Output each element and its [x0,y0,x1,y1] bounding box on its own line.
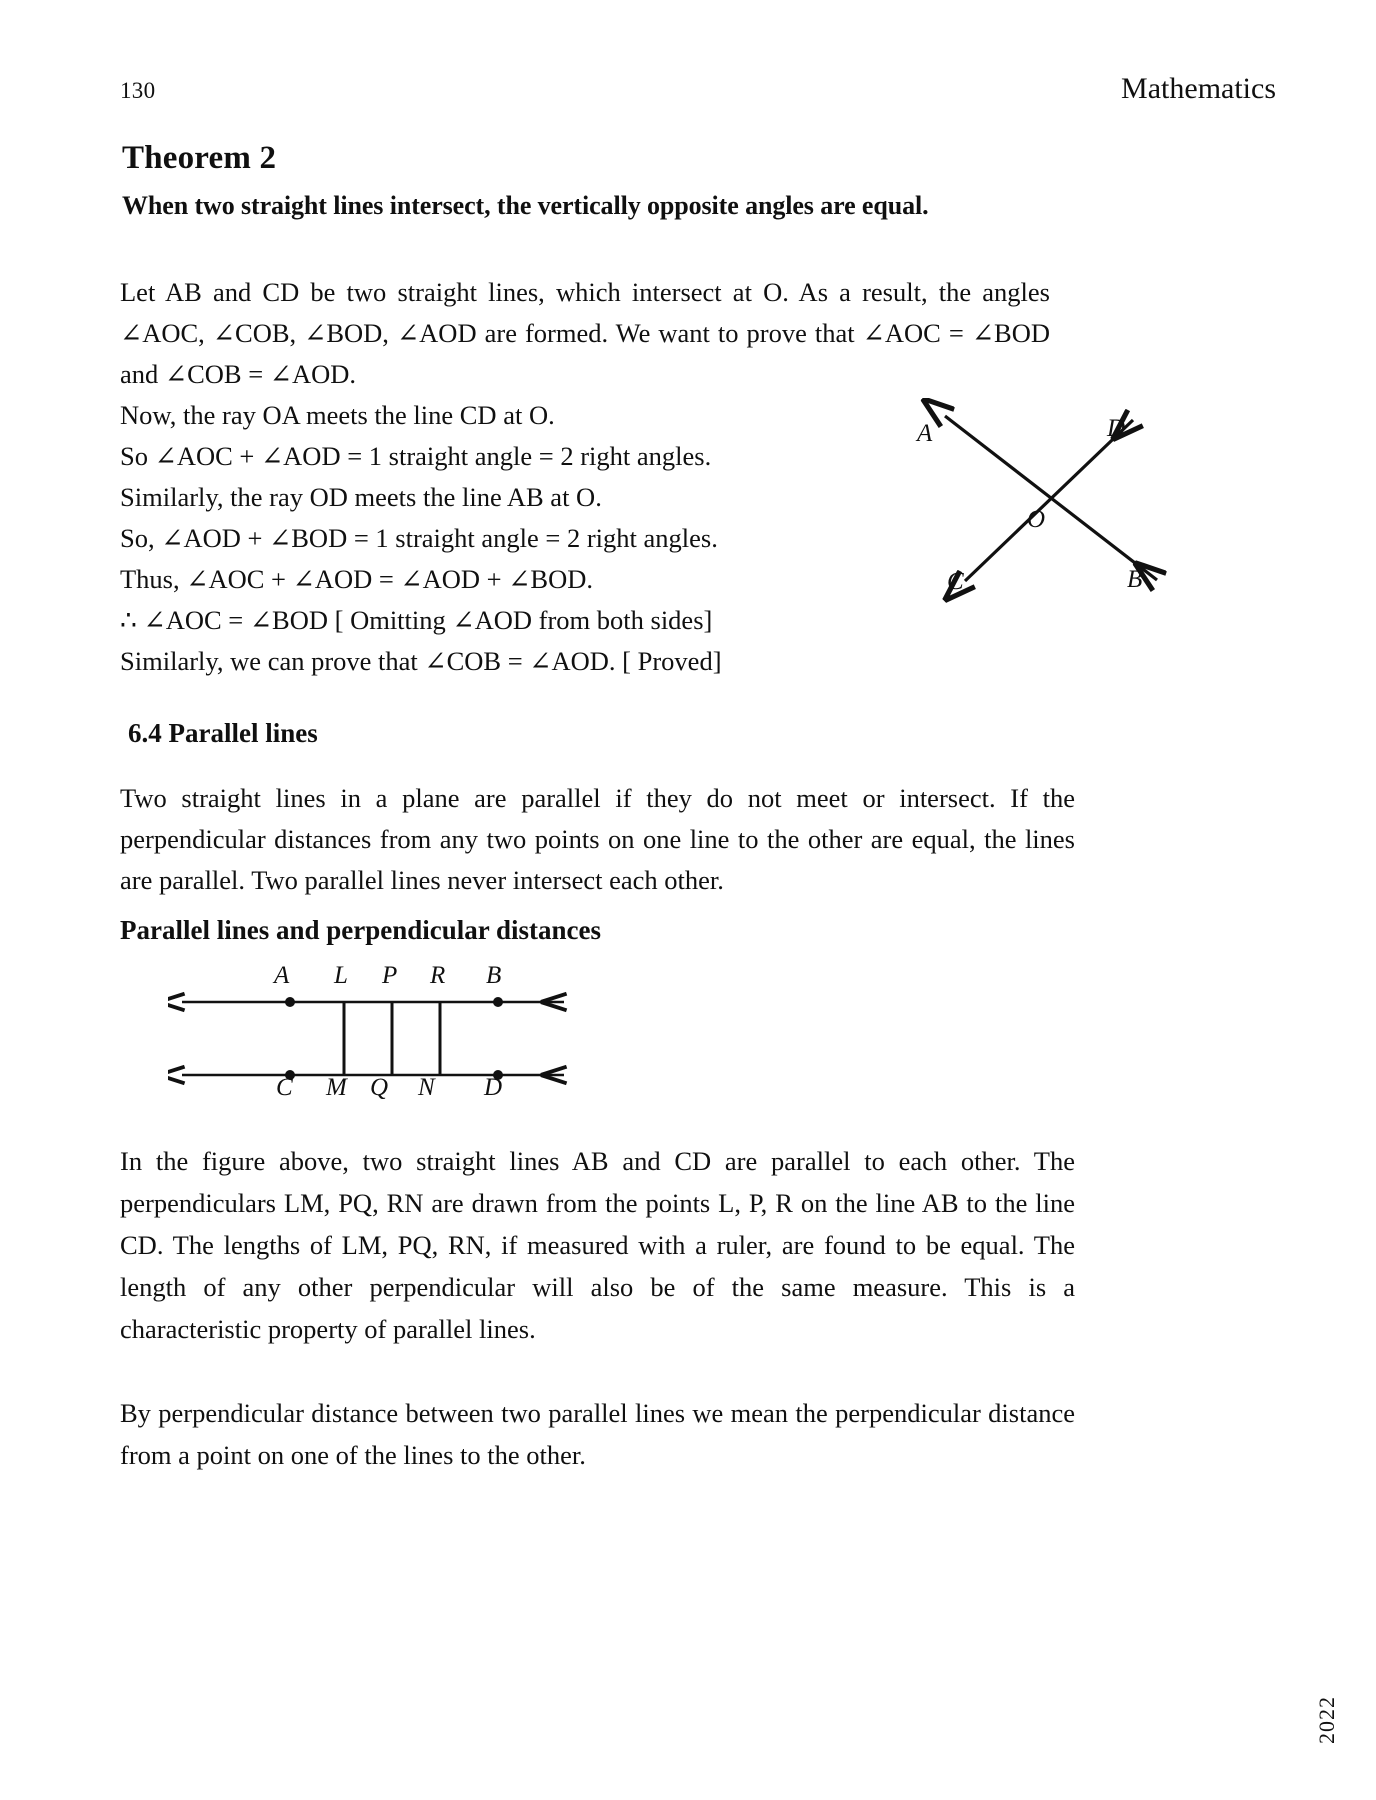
proof-line-5: So, ∠AOD + ∠BOD = 1 straight angle = 2 right angles. [120,523,718,553]
subject-title: Mathematics [1121,72,1276,105]
proof-line-8: Similarly, we can prove that ∠COB = ∠AOD. [ Proved] [120,646,722,676]
parallel-label-b: B [486,962,502,989]
figure-label-a: A [917,420,933,447]
theorem-statement: When two straight lines intersect, the vertically opposite angles are equal. [122,191,929,220]
section-heading-6-4: 6.4 Parallel lines [128,718,318,748]
parallel-label-m: M [326,1074,347,1101]
theorem-heading: Theorem 2 [122,140,277,176]
figure-label-b: B [1127,566,1143,593]
parallel-label-q: Q [370,1074,389,1101]
parallel-label-d: D [484,1074,503,1101]
sub-heading-parallel-perpendicular: Parallel lines and perpendicular distances [120,915,602,945]
intersecting-lines-figure [905,398,1205,613]
parallel-label-p: P [382,962,398,989]
parallel-label-l: L [334,962,348,989]
page-header [120,72,1276,106]
parallel-lines-figure [168,962,588,1107]
parallel-label-a: A [274,962,290,989]
year-watermark: 2022 [1314,1696,1339,1744]
proof-line-1: Let AB and CD be two straight lines, which intersect at O. As a result, the angles ∠AOC, ∠COB, ∠BOD, ∠AOD are formed. We want to prove that ∠AOC = ∠BOD and ∠COB = ∠AOD. [120,277,1050,389]
proof-line-2: Now, the ray OA meets the line CD at O. [120,400,555,430]
proof-line-7: ∴ ∠AOC = ∠BOD [ Omitting ∠AOD from both sides] [120,605,713,635]
closing-paragraph: By perpendicular distance between two parallel lines we mean the perpendicular distance from a point on one of the lines to the other. [120,1398,1075,1470]
figure-label-d: D [1107,415,1126,442]
section-paragraph-6-4: Two straight lines in a plane are parallel if they do not meet or intersect. If the perpendicular distances from any two points on one line to the other are equal, the lines are parallel. Two parallel lines never intersect each other. [120,783,1075,895]
proof-line-6: Thus, ∠AOC + ∠AOD = ∠AOD + ∠BOD. [120,564,594,594]
figure-label-o: O [1027,506,1046,533]
parallel-label-c: C [276,1074,293,1101]
figure-label-c: C [947,568,964,595]
parallel-label-r: R [430,962,446,989]
figure-description-paragraph: In the figure above, two straight lines AB and CD are parallel to each other. The perpendiculars LM, PQ, RN are drawn from the points L, P, R on the line AB to the line CD. The lengths of LM, PQ, RN, if measured with a ruler, are found to be equal. The length of any other perpendicular will also be of the same measure. This is a characteristic property of parallel lines. [120,1146,1075,1344]
parallel-label-n: N [418,1074,435,1101]
proof-line-3: So ∠AOC + ∠AOD = 1 straight angle = 2 right angles. [120,441,712,471]
page-number: 130 [120,78,156,103]
proof-line-4: Similarly, the ray OD meets the line AB at O. [120,482,602,512]
